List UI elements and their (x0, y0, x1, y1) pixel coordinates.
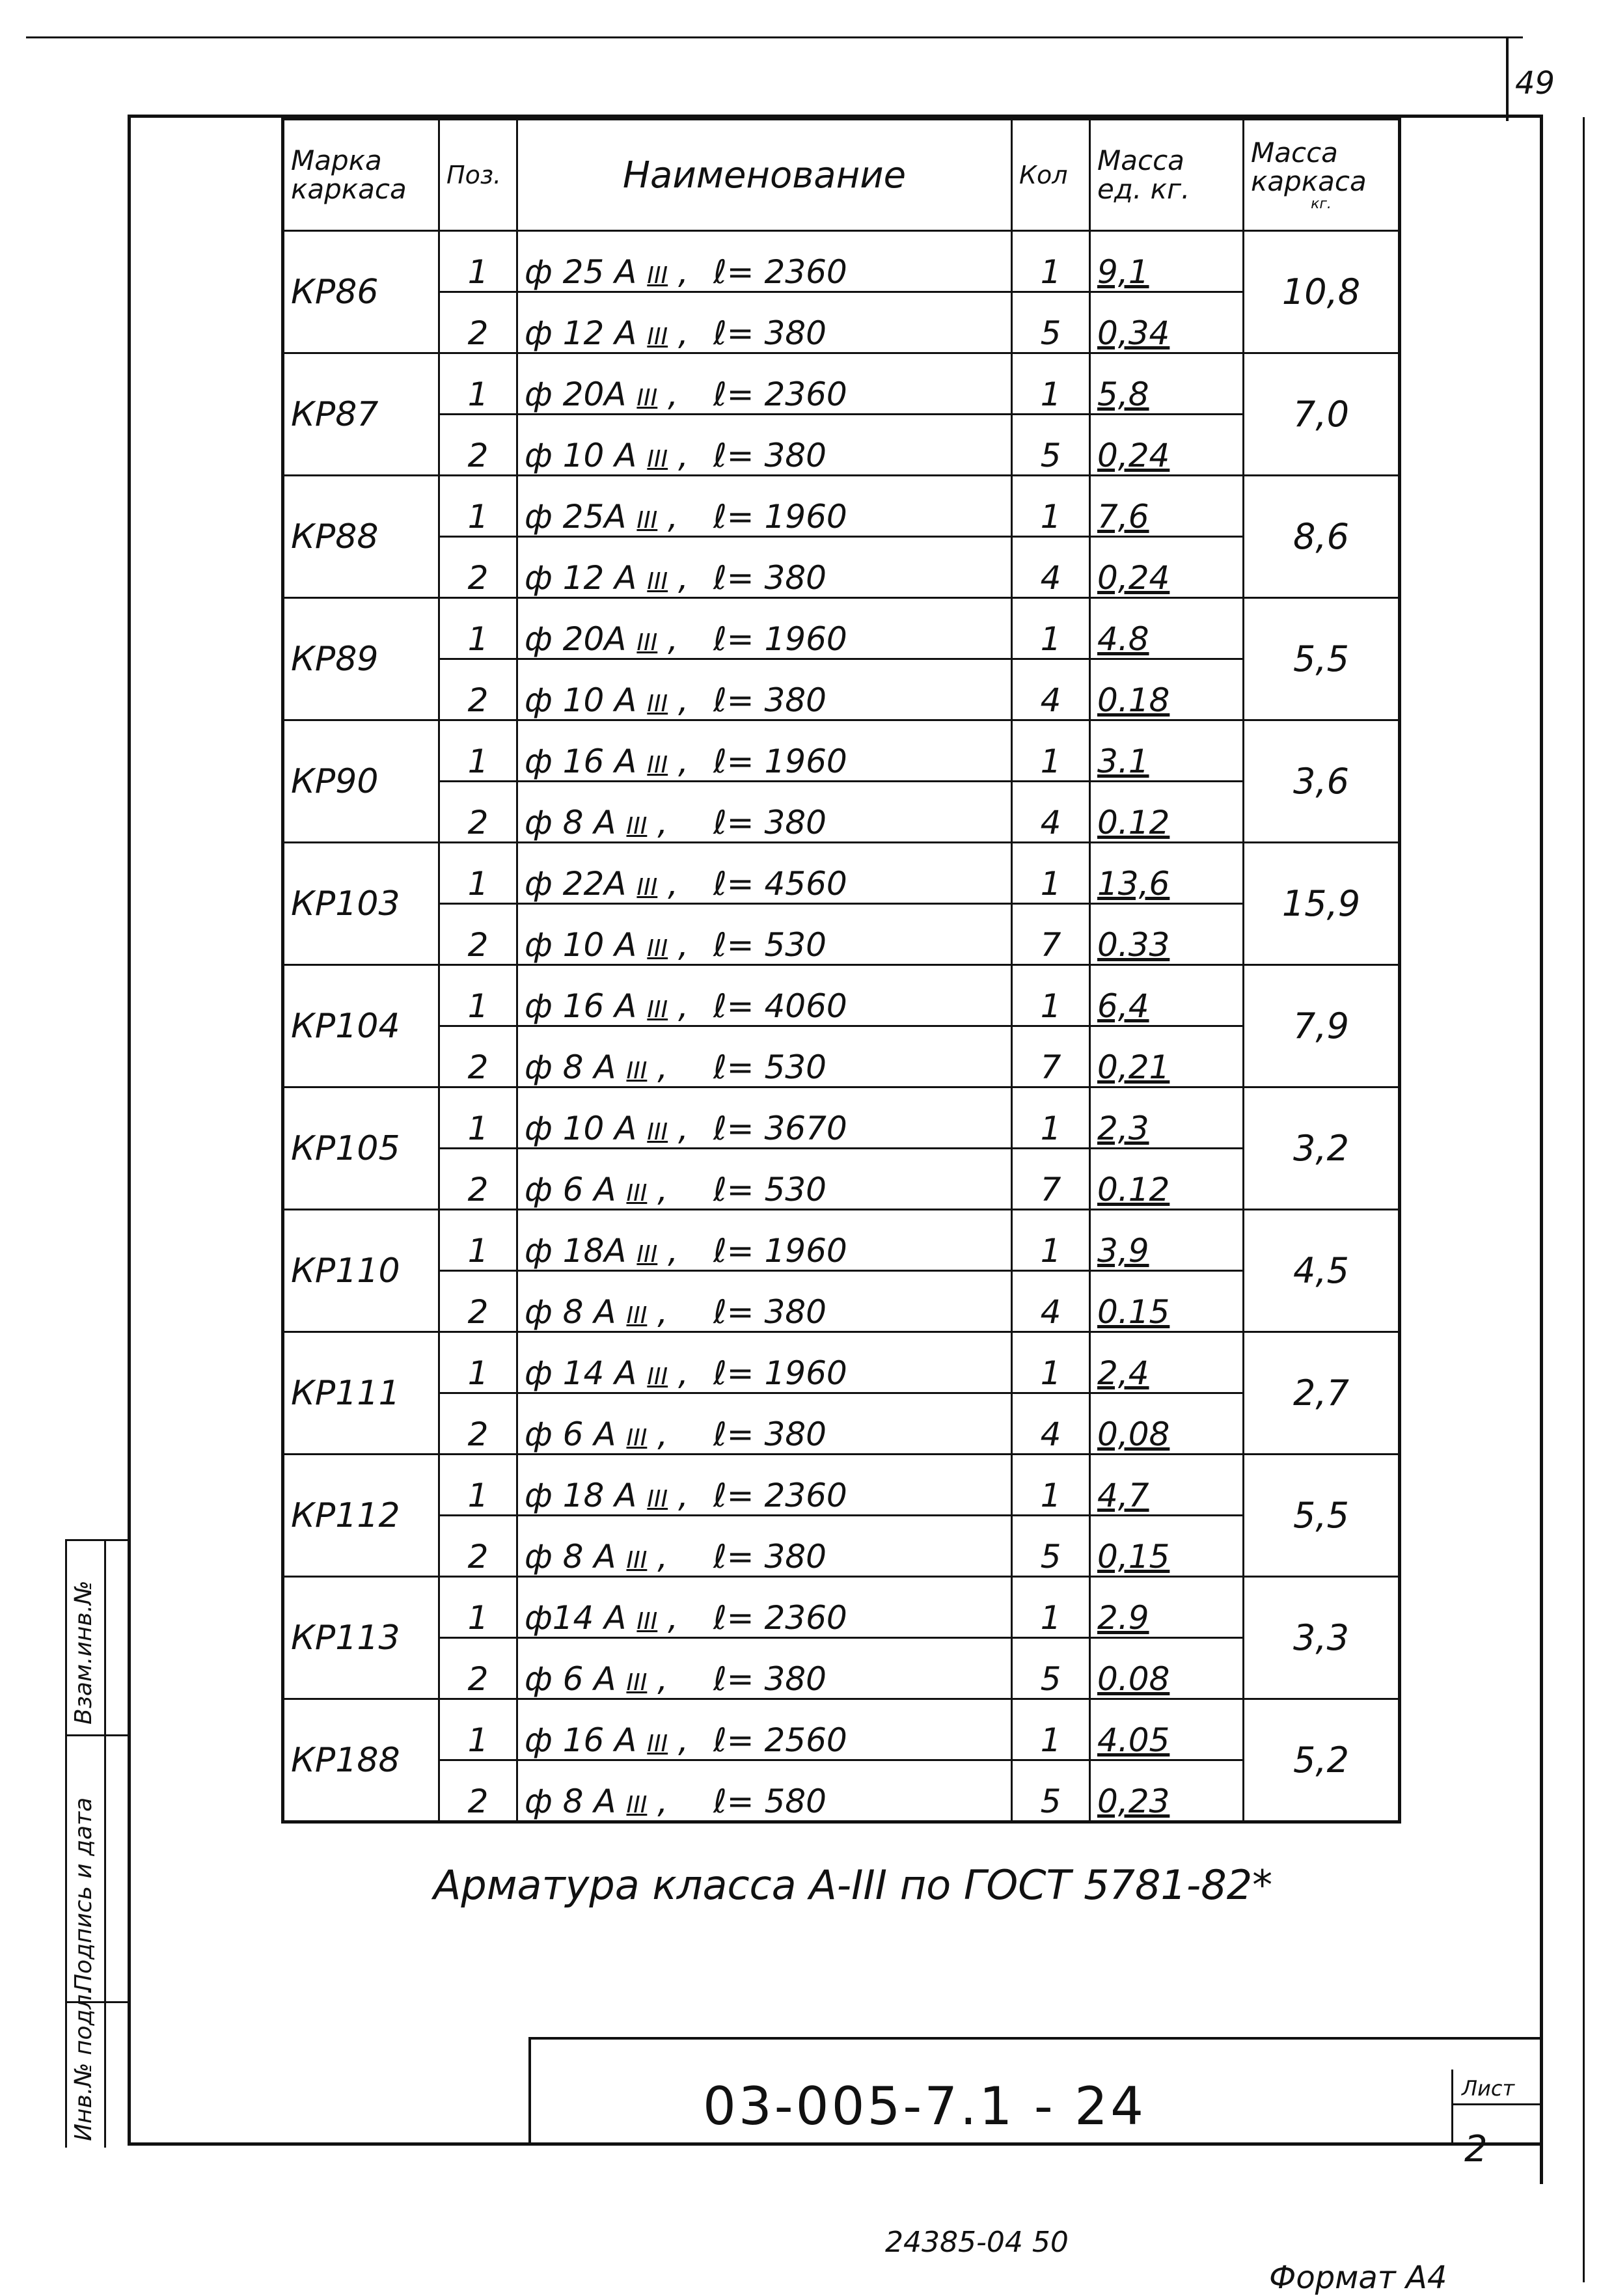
header-quantity: Кол (1012, 119, 1090, 231)
position-cell: 2 (439, 904, 517, 965)
bar-length: ℓ= 380 (713, 804, 827, 841)
table-row (283, 1087, 1400, 1149)
table-row (283, 1271, 1400, 1332)
steel-class: III (647, 262, 668, 289)
bar-length: ℓ= 530 (713, 926, 827, 964)
steel-class: III (626, 1302, 648, 1329)
item-name-cell: ф 16 А III , ℓ= 2560 (517, 1699, 1012, 1760)
right-outer-edge (1583, 117, 1585, 2282)
position-cell: 1 (439, 1577, 517, 1638)
bar-length: ℓ= 380 (713, 314, 827, 352)
frame-mass-cell: 5,5 (1244, 598, 1400, 720)
quantity-cell: 1 (1012, 843, 1090, 904)
table-row (283, 415, 1400, 476)
quantity-cell: 4 (1012, 782, 1090, 843)
steel-class: III (647, 446, 668, 472)
table-row (283, 1210, 1400, 1271)
position-cell: 2 (439, 1516, 517, 1577)
header-name: Наименование (517, 119, 1012, 231)
quantity-cell: 7 (1012, 904, 1090, 965)
item-name-cell: ф 10 А III , ℓ= 380 (517, 415, 1012, 476)
item-name-cell: ф 6 А III , ℓ= 380 (517, 1393, 1012, 1455)
frame-mark: КР87 (283, 353, 439, 476)
frame-mark: КР113 (283, 1577, 439, 1699)
position-cell: 1 (439, 720, 517, 782)
frame-mark: КР86 (283, 231, 439, 353)
bar-diameter: ф 14 А (525, 1354, 637, 1392)
item-name-cell: ф 8 А III , ℓ= 380 (517, 1271, 1012, 1332)
replaced-inventory-label: Взам.инв.№ (70, 1580, 97, 1725)
bar-length: ℓ= 380 (713, 437, 827, 474)
bar-diameter: ф 8 А (525, 804, 616, 841)
unit-mass-cell: 4.8 (1090, 598, 1244, 659)
position-cell: 1 (439, 1210, 517, 1271)
quantity-cell: 7 (1012, 1149, 1090, 1210)
steel-class: III (647, 752, 668, 778)
bar-length: ℓ= 380 (713, 681, 827, 719)
frame-mass-cell: 5,2 (1244, 1699, 1400, 1822)
bar-diameter: ф 16 А (525, 1721, 637, 1759)
item-name-cell: ф 6 А III , ℓ= 530 (517, 1149, 1012, 1210)
quantity-cell: 1 (1012, 720, 1090, 782)
position-cell: 2 (439, 1393, 517, 1455)
steel-class: III (626, 1058, 648, 1084)
position-cell: 1 (439, 598, 517, 659)
item-name-cell: ф 6 А III , ℓ= 380 (517, 1638, 1012, 1699)
page-number: 49 (1515, 65, 1555, 102)
position-cell: 2 (439, 782, 517, 843)
unit-mass-cell: 4.05 (1090, 1699, 1244, 1760)
steel-class: III (647, 323, 668, 350)
steel-class: III (626, 813, 648, 840)
position-cell: 2 (439, 415, 517, 476)
frame-mark: КР188 (283, 1699, 439, 1822)
unit-mass-cell: 0,24 (1090, 415, 1244, 476)
item-name-cell: ф 14 А III , ℓ= 1960 (517, 1332, 1012, 1393)
quantity-cell: 5 (1012, 292, 1090, 353)
bar-diameter: ф 12 А (525, 559, 637, 597)
stamp-divider-2 (65, 1734, 130, 1736)
table-row (283, 537, 1400, 598)
title-block-top (528, 2037, 1541, 2040)
item-name-cell: ф 10 А III , ℓ= 530 (517, 904, 1012, 965)
frame-mass-cell: 5,5 (1244, 1455, 1400, 1577)
table-row (283, 782, 1400, 843)
bar-length: ℓ= 380 (713, 559, 827, 597)
bar-length: ℓ= 2360 (713, 1599, 847, 1637)
frame-mass-cell: 15,9 (1244, 843, 1400, 965)
unit-mass-cell: 4,7 (1090, 1455, 1244, 1516)
item-name-cell: ф 8 А III , ℓ= 580 (517, 1760, 1012, 1822)
table-row (283, 1026, 1400, 1087)
page-number-box-left (1506, 36, 1509, 121)
reinforcement-class-note: Арматура класса А-III по ГОСТ 5781-82* (433, 1861, 1273, 1909)
sheet-box-divider (1451, 2103, 1541, 2105)
steel-class: III (647, 1363, 668, 1390)
table-row (283, 1149, 1400, 1210)
frame-mass-cell: 7,9 (1244, 965, 1400, 1087)
steel-class: III (647, 996, 668, 1023)
item-name-cell: ф 22А III , ℓ= 4560 (517, 843, 1012, 904)
bar-length: ℓ= 1960 (713, 1354, 847, 1392)
unit-mass-cell: 0.12 (1090, 1149, 1244, 1210)
table-row (283, 1332, 1400, 1393)
quantity-cell: 5 (1012, 415, 1090, 476)
item-name-cell: ф 12 А III , ℓ= 380 (517, 537, 1012, 598)
position-cell: 1 (439, 476, 517, 537)
bar-length: ℓ= 380 (713, 1538, 827, 1576)
bar-diameter: ф 20А (525, 376, 627, 413)
item-name-cell: ф 18 А III , ℓ= 2360 (517, 1455, 1012, 1516)
table-row (283, 1760, 1400, 1822)
frame-right (1540, 115, 1543, 2184)
quantity-cell: 1 (1012, 1577, 1090, 1638)
bar-diameter: ф 25А (525, 498, 627, 536)
position-cell: 1 (439, 231, 517, 292)
unit-mass-cell: 13,6 (1090, 843, 1244, 904)
unit-mass-cell: 0.15 (1090, 1271, 1244, 1332)
steel-class: III (626, 1669, 648, 1696)
quantity-cell: 1 (1012, 965, 1090, 1026)
document-code: 03-005-7.1 - 24 (703, 2076, 1146, 2137)
bar-length: ℓ= 3670 (713, 1110, 847, 1147)
bar-length: ℓ= 1960 (713, 743, 847, 780)
item-name-cell: ф 8 А III , ℓ= 530 (517, 1026, 1012, 1087)
bar-diameter: ф14 А (525, 1599, 627, 1637)
bar-diameter: ф 16 А (525, 743, 637, 780)
header-frame-mass: Масса каркаса кг. (1244, 119, 1400, 231)
table-row (283, 598, 1400, 659)
quantity-cell: 1 (1012, 1332, 1090, 1393)
table-row (283, 1699, 1400, 1760)
quantity-cell: 4 (1012, 659, 1090, 720)
quantity-cell: 1 (1012, 353, 1090, 415)
item-name-cell: ф 18А III , ℓ= 1960 (517, 1210, 1012, 1271)
frame-mark: КР103 (283, 843, 439, 965)
item-name-cell: ф 8 А III , ℓ= 380 (517, 1516, 1012, 1577)
unit-mass-cell: 0.08 (1090, 1638, 1244, 1699)
item-name-cell: ф 20А III , ℓ= 1960 (517, 598, 1012, 659)
unit-mass-cell: 3,9 (1090, 1210, 1244, 1271)
frame-mass-cell: 10,8 (1244, 231, 1400, 353)
stamp-divider-1 (65, 1539, 130, 1541)
position-cell: 2 (439, 1638, 517, 1699)
original-inventory-label: Инв.№ подл. (70, 1987, 97, 2141)
steel-class: III (626, 1180, 648, 1207)
bar-diameter: ф 8 А (525, 1538, 616, 1576)
item-name-cell: ф14 А III , ℓ= 2360 (517, 1577, 1012, 1638)
frame-mark: КР104 (283, 965, 439, 1087)
bar-diameter: ф 10 А (525, 926, 637, 964)
position-cell: 2 (439, 1149, 517, 1210)
steel-class: III (636, 1241, 658, 1268)
item-name-cell: ф 10 А III , ℓ= 3670 (517, 1087, 1012, 1149)
bar-diameter: ф 10 А (525, 681, 637, 719)
frame-mark: КР90 (283, 720, 439, 843)
table-row (283, 1577, 1400, 1638)
frame-mark: КР88 (283, 476, 439, 598)
quantity-cell: 4 (1012, 1271, 1090, 1332)
sheet-box-left (1451, 2070, 1453, 2144)
quantity-cell: 5 (1012, 1516, 1090, 1577)
item-name-cell: ф 16 А III , ℓ= 1960 (517, 720, 1012, 782)
table-row (283, 1516, 1400, 1577)
table-row (283, 231, 1400, 292)
position-cell: 1 (439, 1455, 517, 1516)
table-row (283, 353, 1400, 415)
frame-bottom (128, 2142, 1543, 2146)
unit-mass-cell: 7,6 (1090, 476, 1244, 537)
bar-length: ℓ= 1960 (713, 620, 847, 658)
unit-mass-cell: 9,1 (1090, 231, 1244, 292)
quantity-cell: 4 (1012, 537, 1090, 598)
position-cell: 1 (439, 1699, 517, 1760)
unit-mass-cell: 2,4 (1090, 1332, 1244, 1393)
steel-class: III (636, 1608, 658, 1635)
bar-diameter: ф 8 А (525, 1783, 616, 1820)
bar-diameter: ф 10 А (525, 1110, 637, 1147)
frame-mark: КР110 (283, 1210, 439, 1332)
position-cell: 2 (439, 1760, 517, 1822)
frame-mass-cell: 7,0 (1244, 353, 1400, 476)
steel-class: III (647, 935, 668, 962)
item-name-cell: ф 25А III , ℓ= 1960 (517, 476, 1012, 537)
header-mark: Марка каркаса (283, 119, 439, 231)
steel-class: III (647, 568, 668, 595)
frame-mark: КР105 (283, 1087, 439, 1210)
steel-class: III (636, 874, 658, 901)
item-name-cell: ф 25 А III , ℓ= 2360 (517, 231, 1012, 292)
table-row (283, 476, 1400, 537)
position-cell: 2 (439, 659, 517, 720)
bar-diameter: ф 12 А (525, 314, 637, 352)
bar-length: ℓ= 380 (713, 1660, 827, 1698)
unit-mass-cell: 0,23 (1090, 1760, 1244, 1822)
position-cell: 2 (439, 292, 517, 353)
unit-mass-cell: 0.18 (1090, 659, 1244, 720)
bar-diameter: ф 20А (525, 620, 627, 658)
bar-diameter: ф 18А (525, 1232, 627, 1270)
quantity-cell: 5 (1012, 1638, 1090, 1699)
item-name-cell: ф 16 А III , ℓ= 4060 (517, 965, 1012, 1026)
stamp-column-right (104, 1539, 106, 2148)
unit-mass-cell: 2,3 (1090, 1087, 1244, 1149)
table-header-row (283, 119, 1400, 231)
frame-mark: КР89 (283, 598, 439, 720)
frame-mass-cell: 3,6 (1244, 720, 1400, 843)
position-cell: 1 (439, 965, 517, 1026)
table-row (283, 843, 1400, 904)
bar-length: ℓ= 530 (713, 1171, 827, 1209)
table-row (283, 1638, 1400, 1699)
bar-diameter: ф 6 А (525, 1171, 616, 1209)
unit-mass-cell: 3.1 (1090, 720, 1244, 782)
frame-left (128, 115, 131, 2145)
steel-class: III (636, 629, 658, 656)
table-row (283, 1393, 1400, 1455)
bar-diameter: ф 18 А (525, 1477, 637, 1514)
table-row (283, 292, 1400, 353)
quantity-cell: 1 (1012, 598, 1090, 659)
bar-length: ℓ= 2360 (713, 1477, 847, 1514)
unit-mass-cell: 5,8 (1090, 353, 1244, 415)
bar-length: ℓ= 1960 (713, 498, 847, 536)
steel-class: III (647, 690, 668, 717)
position-cell: 2 (439, 1271, 517, 1332)
bar-length: ℓ= 2360 (713, 253, 847, 291)
quantity-cell: 1 (1012, 1087, 1090, 1149)
quantity-cell: 4 (1012, 1393, 1090, 1455)
top-edge-line (26, 36, 1523, 38)
frame-mark: КР112 (283, 1455, 439, 1577)
table-row (283, 1455, 1400, 1516)
table-row (283, 904, 1400, 965)
bar-diameter: ф 6 А (525, 1415, 616, 1453)
item-name-cell: ф 20А III , ℓ= 2360 (517, 353, 1012, 415)
frame-mass-cell: 3,2 (1244, 1087, 1400, 1210)
sheet-label: Лист (1462, 2076, 1515, 2101)
bar-length: ℓ= 4060 (713, 987, 847, 1025)
quantity-cell: 7 (1012, 1026, 1090, 1087)
bar-diameter: ф 22А (525, 865, 627, 903)
quantity-cell: 1 (1012, 1455, 1090, 1516)
position-cell: 1 (439, 353, 517, 415)
steel-class: III (626, 1547, 648, 1574)
steel-class: III (626, 1425, 648, 1451)
bar-length: ℓ= 380 (713, 1293, 827, 1331)
position-cell: 2 (439, 537, 517, 598)
steel-class: III (626, 1792, 648, 1818)
quantity-cell: 1 (1012, 1699, 1090, 1760)
frame-mass-cell: 2,7 (1244, 1332, 1400, 1455)
position-cell: 1 (439, 843, 517, 904)
unit-mass-cell: 0,34 (1090, 292, 1244, 353)
bar-diameter: ф 10 А (525, 437, 637, 474)
unit-mass-cell: 2.9 (1090, 1577, 1244, 1638)
bar-length: ℓ= 530 (713, 1048, 827, 1086)
unit-mass-cell: 6,4 (1090, 965, 1244, 1026)
bar-length: ℓ= 380 (713, 1415, 827, 1453)
bar-diameter: ф 6 А (525, 1660, 616, 1698)
bar-length: ℓ= 2360 (713, 376, 847, 413)
unit-mass-cell: 0,24 (1090, 537, 1244, 598)
stamp-column-left (65, 1539, 67, 2148)
item-name-cell: ф 10 А III , ℓ= 380 (517, 659, 1012, 720)
steel-class: III (636, 507, 658, 534)
sheet-number: 2 (1464, 2128, 1488, 2170)
steel-class: III (647, 1730, 668, 1757)
header-unit-mass: Масса ед. кг. (1090, 119, 1244, 231)
bar-length: ℓ= 1960 (713, 1232, 847, 1270)
quantity-cell: 1 (1012, 476, 1090, 537)
inventory-number: 24385-04 50 (885, 2226, 1069, 2259)
unit-mass-cell: 0.33 (1090, 904, 1244, 965)
bar-diameter: ф 8 А (525, 1293, 616, 1331)
bar-diameter: ф 16 А (525, 987, 637, 1025)
quantity-cell: 1 (1012, 231, 1090, 292)
bar-diameter: ф 25 А (525, 253, 637, 291)
bar-length: ℓ= 2560 (713, 1721, 847, 1759)
unit-mass-cell: 0,08 (1090, 1393, 1244, 1455)
reinforcement-spec-table (281, 117, 1401, 1824)
header-position: Поз. (439, 119, 517, 231)
frame-mass-cell: 3,3 (1244, 1577, 1400, 1699)
steel-class: III (636, 385, 658, 411)
table-row (283, 720, 1400, 782)
quantity-cell: 1 (1012, 1210, 1090, 1271)
item-name-cell: ф 12 А III , ℓ= 380 (517, 292, 1012, 353)
steel-class: III (647, 1486, 668, 1512)
unit-mass-cell: 0,21 (1090, 1026, 1244, 1087)
bar-length: ℓ= 4560 (713, 865, 847, 903)
bar-diameter: ф 8 А (525, 1048, 616, 1086)
position-cell: 1 (439, 1087, 517, 1149)
unit-mass-cell: 0,15 (1090, 1516, 1244, 1577)
steel-class: III (647, 1119, 668, 1145)
item-name-cell: ф 8 А III , ℓ= 380 (517, 782, 1012, 843)
table-row (283, 965, 1400, 1026)
frame-mark: КР111 (283, 1332, 439, 1455)
signature-date-label: Подпись и дата (70, 1797, 97, 1991)
frame-mass-cell: 4,5 (1244, 1210, 1400, 1332)
frame-mass-cell: 8,6 (1244, 476, 1400, 598)
unit-mass-cell: 0.12 (1090, 782, 1244, 843)
bar-length: ℓ= 580 (713, 1783, 827, 1820)
title-block-left (528, 2037, 531, 2144)
table-row (283, 659, 1400, 720)
position-cell: 2 (439, 1026, 517, 1087)
paper-format: Формат А4 (1269, 2260, 1447, 2296)
position-cell: 1 (439, 1332, 517, 1393)
quantity-cell: 5 (1012, 1760, 1090, 1822)
